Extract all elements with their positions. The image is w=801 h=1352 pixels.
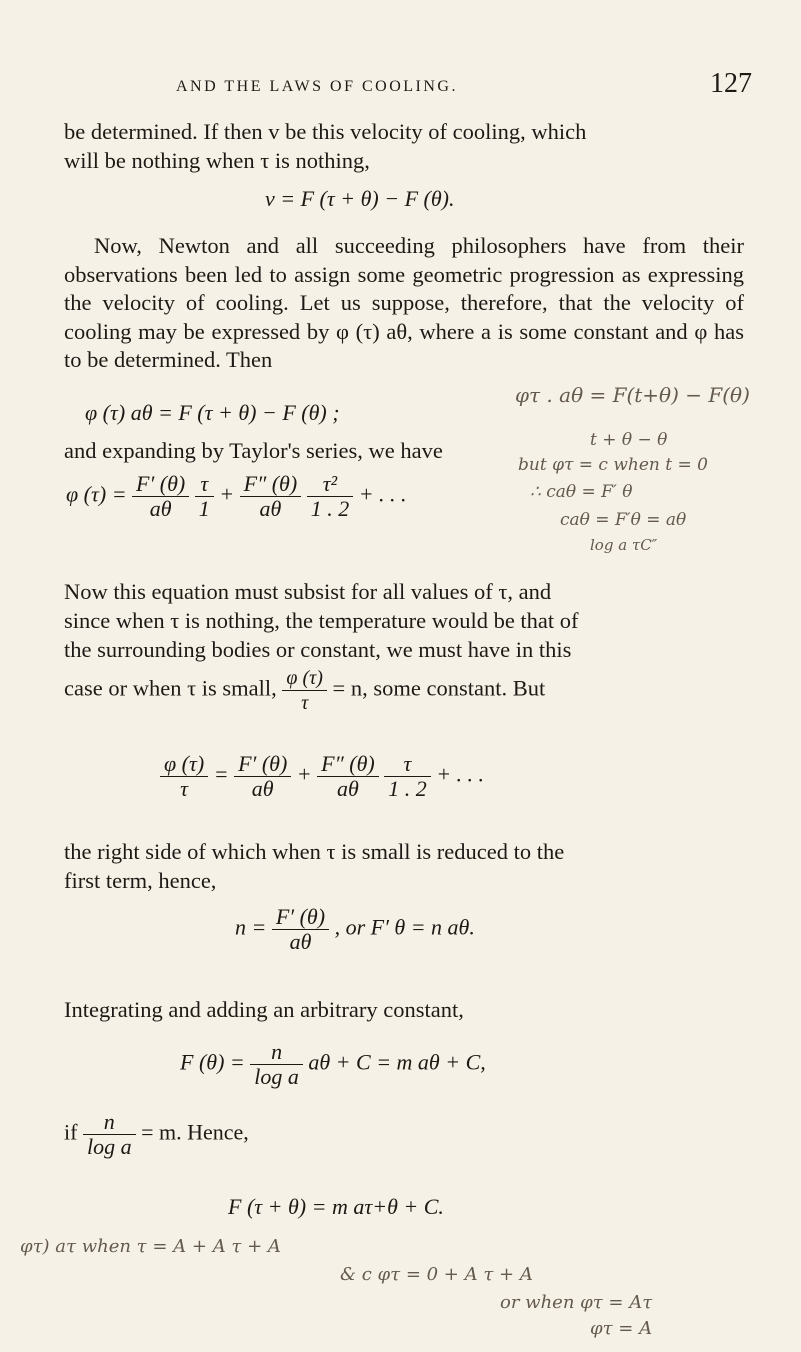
- fraction: [83, 1110, 136, 1159]
- denominator: 1 . 2: [310, 496, 350, 521]
- numerator: F′ (θ): [234, 752, 291, 777]
- equation: v = F (τ + θ) − F (θ).: [265, 186, 455, 211]
- numerator: F′ (θ): [132, 472, 189, 497]
- denominator: aθ: [251, 776, 274, 801]
- fraction: [307, 472, 354, 521]
- fraction: [160, 752, 208, 801]
- denominator: log a: [254, 1064, 299, 1089]
- equation: F (τ + θ) = m aτ+θ + C.: [228, 1194, 444, 1219]
- equation-lhs: φ (τ) =: [66, 481, 127, 507]
- numerator: F′ (θ): [272, 905, 329, 930]
- paragraph-line: Integrating and adding an arbitrary constant,: [64, 997, 464, 1022]
- equation: $\frac{\varphi (\tau)}{\tau}$ = $\frac{F' (\theta)}{a\theta}$ + $\frac{F'' (\theta)}{a\theta}$ $\frac{\tau}{1 . 2}$ + . . .: [160, 752, 484, 801]
- paragraph-line: the surrounding bodies or constant, we must have in this: [64, 637, 572, 662]
- numerator: φ (τ): [282, 666, 327, 691]
- text-run: = n, some constant. But: [332, 675, 546, 701]
- handwritten-note: or when φτ = Aτ: [500, 1292, 653, 1313]
- equation: [180, 1040, 486, 1089]
- denominator: aθ: [149, 496, 172, 521]
- paragraph-line: Now this equation must subsist for all values of τ, and: [64, 579, 552, 604]
- equation-rhs: , or F′ θ = n aθ.: [334, 914, 475, 940]
- text-run: case or when τ is small,: [64, 675, 277, 701]
- denominator: log a: [86, 1134, 132, 1159]
- denominator: τ: [301, 692, 309, 714]
- denominator: τ: [180, 776, 189, 801]
- text-run: = m. Hence,: [141, 1119, 249, 1145]
- numerator: φ (τ): [160, 752, 208, 777]
- paragraph-line: [64, 666, 744, 715]
- handwritten-note: & c φτ = 0 + A τ + A: [340, 1264, 533, 1285]
- handwritten-note: ∴ caθ = F′ θ: [530, 482, 633, 502]
- fraction: [384, 752, 431, 801]
- fraction: [272, 905, 329, 954]
- paragraph-line: first term, hence,: [64, 868, 217, 893]
- numerator: F″ (θ): [317, 752, 379, 777]
- equation-lhs: F (θ) =: [180, 1049, 245, 1075]
- equation: [235, 905, 475, 954]
- fraction: [317, 752, 379, 801]
- paragraph-line: the right side of which when τ is small is reduced to the: [64, 839, 565, 864]
- taylor-equation: φ (τ) = $\frac{F' (\theta)}{a\theta}$ $\frac{\tau}{1}$ + $\frac{F'' (\theta)}{a\theta}$ $\frac{\text{τ²}}{1 . 2}$ + . . .: [66, 471, 407, 521]
- denominator: aθ: [337, 776, 359, 801]
- denominator: 1 . 2: [388, 776, 427, 801]
- handwritten-note: but φτ = c when t = 0: [518, 455, 708, 475]
- handwritten-note: log a τC″: [590, 536, 658, 554]
- running-title: AND THE LAWS OF COOLING.: [176, 78, 458, 95]
- numerator: τ²: [307, 472, 354, 497]
- handwritten-note: φτ) aτ when τ = A + A τ + A: [20, 1236, 281, 1257]
- handwritten-note: t + θ − θ: [590, 430, 668, 450]
- fraction: [195, 472, 214, 521]
- equation-lhs: n =: [235, 914, 267, 940]
- paragraph: Now, Newton and all succeeding philosophers have from their observations been led to assign some geometric progression as expressing the velocity of cooling. Let us suppose, therefore, that the velocity of cooling may be expressed by φ (τ) aθ, where a is some constant and φ has to be determined. Then: [64, 233, 744, 372]
- paragraph-line: will be nothing when τ is nothing,: [64, 148, 370, 173]
- paragraph-line: since when τ is nothing, the temperature would be that of: [64, 608, 579, 633]
- paragraph-line: and expanding by Taylor's series, we have: [64, 438, 443, 463]
- denominator: aθ: [259, 496, 282, 521]
- numerator: τ: [195, 472, 214, 497]
- handwritten-note: caθ = F′θ = aθ: [560, 510, 687, 530]
- page-number: 127: [710, 68, 752, 99]
- numerator: F″ (θ): [240, 472, 302, 497]
- fraction: [234, 752, 291, 801]
- equation: φ (τ) aθ = F (τ + θ) − F (θ) ;: [85, 400, 340, 425]
- denominator: 1: [198, 496, 210, 521]
- equation-rhs: aθ + C = m aθ + C,: [308, 1049, 486, 1075]
- fraction: [282, 666, 327, 715]
- fraction: [250, 1040, 303, 1089]
- denominator: aθ: [289, 929, 312, 954]
- equation: [64, 1110, 249, 1159]
- fraction: [240, 472, 302, 521]
- handwritten-note: φτ = A: [590, 1318, 653, 1339]
- equation-tail: + . . .: [436, 761, 485, 787]
- numerator: n: [83, 1110, 136, 1135]
- handwritten-note: φτ . aθ = F(t+θ) − F(θ): [515, 383, 750, 407]
- numerator: n: [250, 1040, 303, 1065]
- text-run: if: [64, 1119, 78, 1145]
- fraction: [132, 472, 189, 521]
- numerator: τ: [384, 752, 431, 777]
- equation-tail: + . . .: [358, 481, 407, 507]
- paragraph-line: be determined. If then v be this velocity of cooling, which: [64, 119, 587, 144]
